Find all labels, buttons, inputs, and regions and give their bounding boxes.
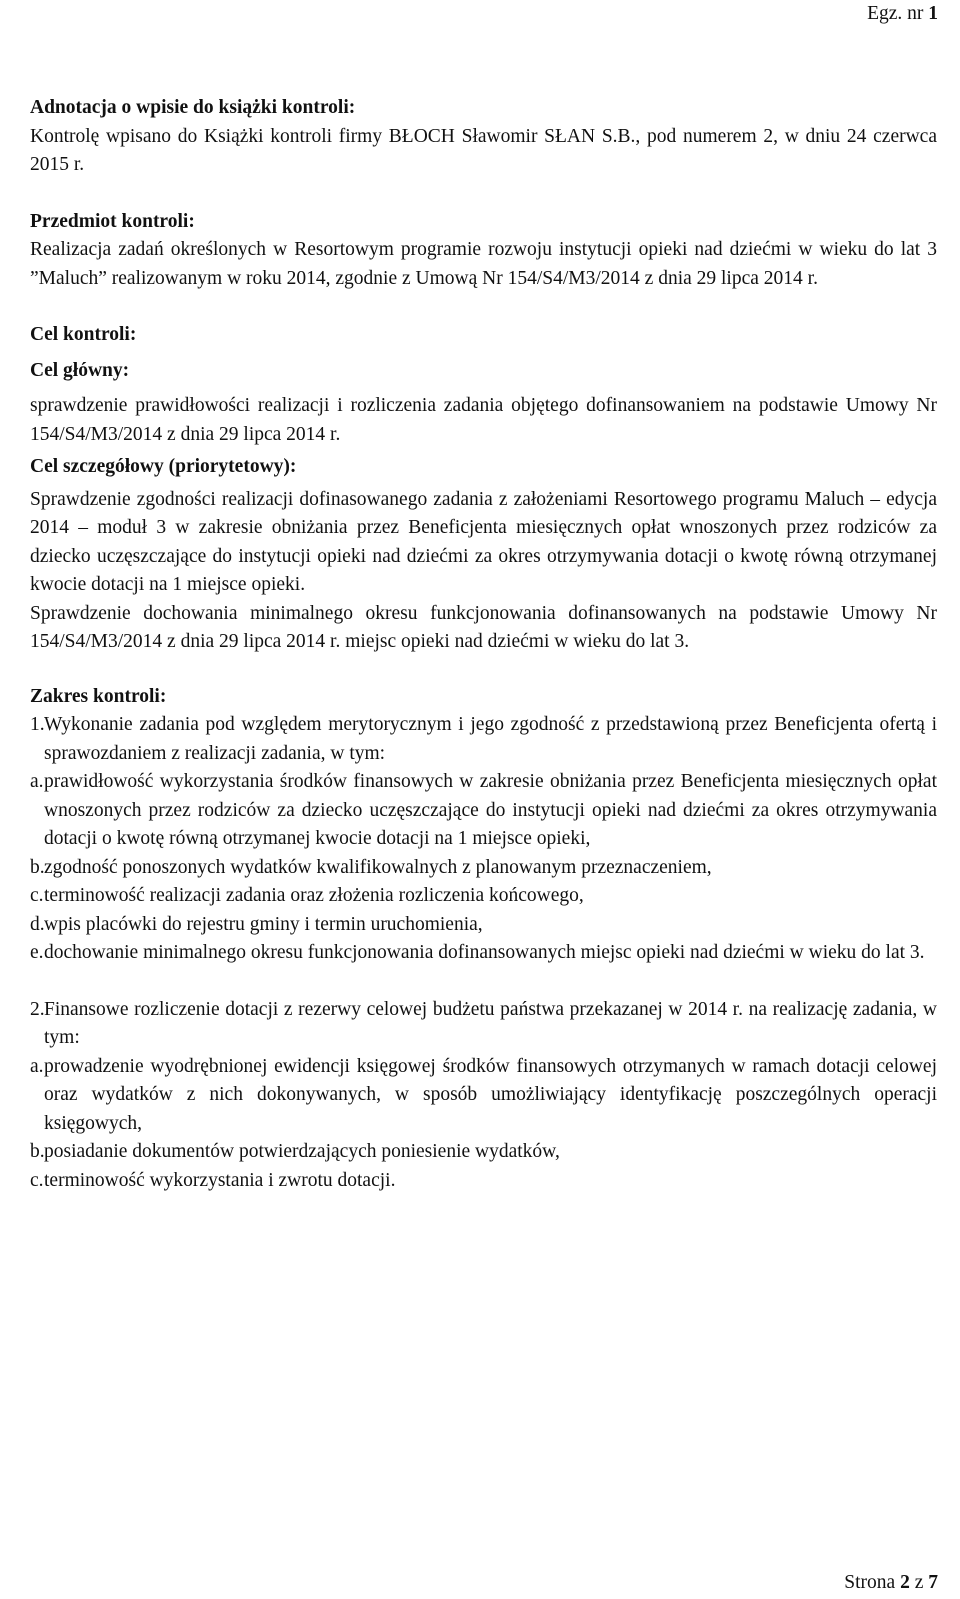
scope-subitem-label: c. — [30, 1169, 44, 1191]
scope-heading: Zakres kontroli: — [30, 685, 167, 707]
scope-subitem — [30, 768, 937, 854]
scope-subitem-label: b. — [30, 856, 45, 878]
main-goal-heading: Cel główny: — [30, 359, 130, 381]
scope-subitem — [30, 882, 937, 911]
scope-item — [30, 996, 937, 1196]
footer-page-number: 2 — [900, 1571, 910, 1593]
annotation-text: Kontrolę wpisano do Książki kontroli firmy BŁOCH Sławomir SŁAN S.B., pod numerem 2, w dniu 24 czerwca 2015 r. — [30, 125, 937, 175]
subject-heading: Przedmiot kontroli: — [30, 210, 195, 232]
scope-subitem-label: a. — [30, 1055, 44, 1077]
footer-separator: z — [909, 1571, 929, 1593]
scope-section — [30, 683, 937, 1196]
scope-subitem-text: wpis placówki do rejestru gminy i termin uruchomienia, — [44, 913, 483, 935]
scope-subitem-label: a. — [30, 771, 44, 792]
annotation-heading: Adnotacja o wpisie do książki kontroli: — [30, 97, 356, 118]
document-content — [30, 94, 937, 1195]
scope-subitem-text: dochowanie minimalnego okresu funkcjonowania dofinansowanych miejsc opieki nad dziećmi w wieku do lat 3. — [44, 942, 925, 963]
scope-item — [30, 711, 937, 968]
goal-heading: Cel kontroli: — [30, 324, 137, 345]
scope-subitem — [30, 939, 937, 968]
scope-subitem-text: terminowość wykorzystania i zwrotu dotacji. — [44, 1169, 396, 1191]
subject-text: Realizacja zadań określonych w Resortowym programie rozwoju instytucji opieki nad dziećmi w wieku do lat 3 ”Maluch” realizowanym w roku 2014, zgodnie z Umową Nr 154/S4/M3/2014 z dnia 29 lipca 2014 r. — [30, 239, 937, 289]
page-footer — [844, 1569, 938, 1598]
footer-page-total: 7 — [928, 1571, 938, 1593]
scope-subitem-text: prowadzenie wyodrębnionej ewidencji księgowej środków finansowych otrzymanych w ramach dotacji celowej oraz wydatków z nich dokonywanych, w sposób umożliwiający identyfikację poszczególnych operacji księgowych, — [44, 1055, 937, 1134]
copy-number — [867, 0, 938, 29]
detail-goal-heading: Cel szczegółowy (priorytetowy): — [30, 456, 297, 477]
detail-goal-text-1: Sprawdzenie zgodności realizacji dofinasowanego zadania z założeniami Resortowego programu Maluch – edycja 2014 – moduł 3 w zakresie obniżania przez Beneficjenta miesięcznych opłat wnoszonych przez rodziców za dziecko uczęszczające do instytucji opieki nad dziećmi za okres otrzymywania dotacji o kwotę równą otrzymanej kwocie dotacji na 1 miejsce opieki. — [30, 488, 937, 595]
scope-item-text: Finansowe rozliczenie dotacji z rezerwy celowej budżetu państwa przekazanej w 2014 r. na realizację zadania, w tym: — [44, 998, 937, 1048]
footer-prefix: Strona — [844, 1571, 901, 1593]
copy-number-label: Egz. nr — [867, 3, 929, 24]
goal-section — [30, 321, 937, 657]
scope-item-number: 1. — [30, 714, 45, 735]
scope-subitem — [30, 1167, 937, 1196]
scope-subitem-label: c. — [30, 885, 44, 906]
scope-subitem-label: e. — [30, 942, 44, 963]
scope-subitem — [30, 1053, 937, 1139]
detail-goal-text-2: Sprawdzenie dochowania minimalnego okresu funkcjonowania dofinansowanych na podstawie Umowy Nr 154/S4/M3/2014 z dnia 29 lipca 2014 r. miejsc opieki nad dziećmi w wieku do lat 3. — [30, 602, 937, 652]
scope-subitem-text: prawidłowość wykorzystania środków finansowych w zakresie obniżania przez Beneficjenta miesięcznych opłat wnoszonych przez rodziców za dziecko uczęszczające do instytucji opieki nad dziećmi za okres otrzymywania dotacji o kwotę równą otrzymanej kwocie dotacji na 1 miejsce opieki, — [44, 771, 937, 849]
scope-subitem — [30, 854, 937, 883]
copy-number-value: 1 — [928, 3, 938, 24]
main-goal-text: sprawdzenie prawidłowości realizacji i rozliczenia zadania objętego dofinansowaniem na podstawie Umowy Nr 154/S4/M3/2014 z dnia 29 lipca 2014 r. — [30, 395, 937, 445]
scope-subitem-text: zgodność ponoszonych wydatków kwalifikowalnych z planowanym przeznaczeniem, — [44, 856, 712, 878]
scope-subitem-text: terminowość realizacji zadania oraz złożenia rozliczenia końcowego, — [44, 885, 584, 906]
scope-subitem-text: posiadanie dokumentów potwierdzających poniesienie wydatków, — [44, 1141, 560, 1162]
annotation-section — [30, 94, 937, 180]
scope-item-text: Wykonanie zadania pod względem merytorycznym i jego zgodność z przedstawioną przez Beneficjenta ofertą i sprawozdaniem z realizacji zadania, w tym: — [44, 714, 937, 764]
scope-subitem — [30, 1138, 937, 1167]
subject-section — [30, 208, 937, 294]
scope-subitem — [30, 911, 937, 940]
scope-item-number: 2. — [30, 998, 45, 1020]
scope-subitem-label: d. — [30, 913, 45, 935]
scope-subitem-label: b. — [30, 1141, 45, 1162]
